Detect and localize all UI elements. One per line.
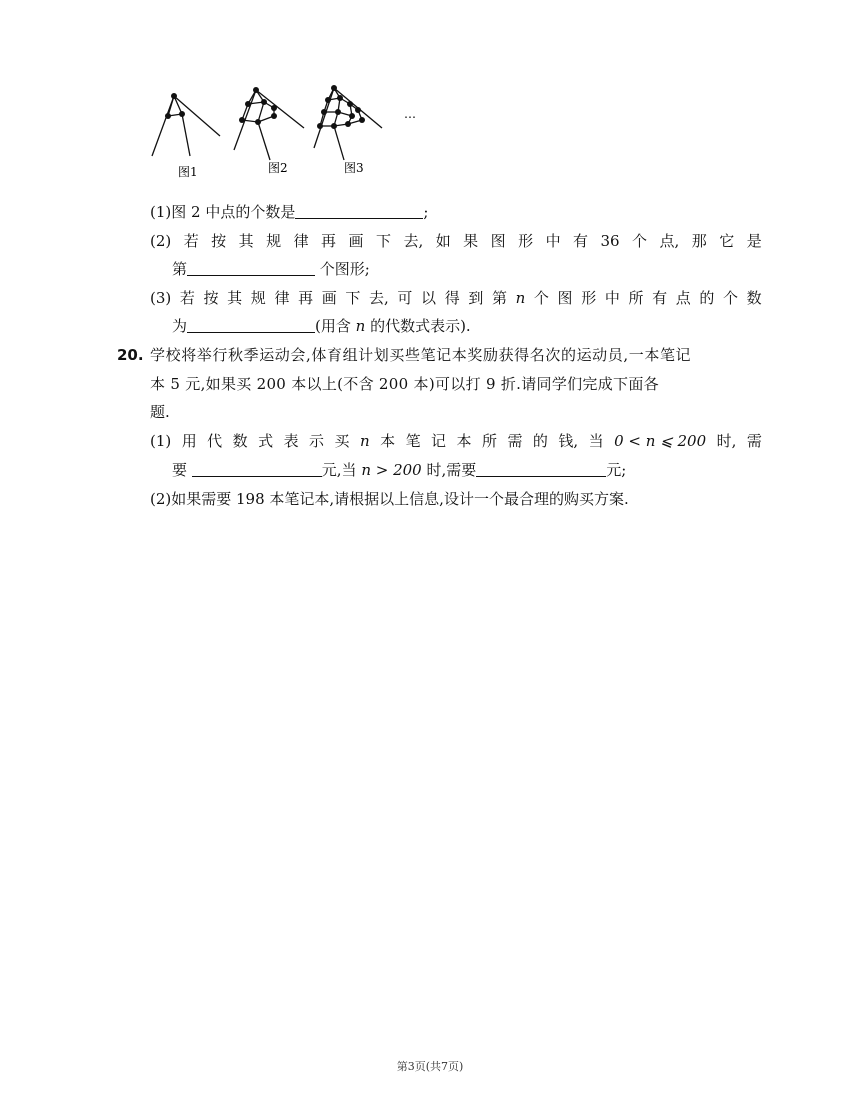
token: 表 [283,432,299,450]
token: 所 [481,432,497,450]
token: 数 [232,432,248,450]
token: 到 [468,289,484,307]
q19-part1: (1)图 2 中点的个数是 ; [150,203,429,221]
token: 得 [444,289,460,307]
token: 所 [628,289,644,307]
token: 其 [238,232,254,250]
token: 当 [588,432,604,450]
token: 图 [557,289,573,307]
token: 中 [604,289,620,307]
token: 若 [183,232,199,250]
q19-part2-blank[interactable] [187,259,315,276]
q20-number: 20. [117,346,144,364]
figure-3 [314,85,382,160]
q20-part1-blank-b[interactable] [476,460,606,477]
token: 它 [719,232,735,250]
token: 可 [397,289,413,307]
token: 示 [309,432,325,450]
figure-2 [234,87,304,160]
token: (3) [150,289,172,307]
token: 中 [545,232,561,250]
figure-1 [152,93,220,156]
q19-part3-line1 [150,288,762,308]
token: 点, [659,232,680,250]
token: 下 [345,289,361,307]
token: 图 [490,232,506,250]
token: 再 [321,232,337,250]
token: 买 [334,432,350,450]
token: 个 [533,289,549,307]
q19-part2-line2: 第 个图形; [172,260,370,278]
token: 个 [632,232,648,250]
q19-part3-blank[interactable] [187,316,315,333]
token: 律 [293,232,309,250]
token: 用 [181,432,197,450]
token: 去, [403,232,424,250]
token: 本 [380,432,396,450]
figure-1-caption: 图1 [178,165,198,179]
token: 下 [375,232,391,250]
q20-part1-line2: 要 元,当 n > 200 时,需要 元; [172,461,627,479]
token: 若 [179,289,195,307]
token: 笔 [405,432,421,450]
token: n [515,289,526,307]
token: 如 [435,232,451,250]
token: 代 [207,432,223,450]
token: 规 [266,232,282,250]
token: (1) [150,432,172,450]
pattern-figures [140,78,440,183]
token: 个 [723,289,739,307]
token: 时, [716,432,737,450]
q20-stem-line1: 学校将举行秋季运动会,体育组计划买些笔记本奖励获得名次的运动员,一本笔记 [150,346,692,364]
token: 数 [746,289,762,307]
token: n [359,432,370,450]
token: 画 [348,232,364,250]
q20-part1-blank-a[interactable] [192,460,322,477]
q20-part2: (2)如果需要 198 本笔记本,请根据以上信息,设计一个最合理的购买方案. [150,490,629,508]
token: 去, [369,289,389,307]
q20-stem-line3: 题. [150,403,170,421]
token: 的 [532,432,548,450]
token: 钱, [558,432,579,450]
figure-2-caption: 图2 [268,161,288,175]
token: 是 [746,232,762,250]
token: 有 [573,232,589,250]
token: 画 [321,289,337,307]
token: 果 [463,232,479,250]
token: 有 [652,289,668,307]
token: 其 [227,289,243,307]
q20-stem-line2: 本 5 元,如果买 200 本以上(不含 200 本)可以打 9 折.请同学们完成下面各 [150,375,659,393]
token: 形 [518,232,534,250]
q20-part1-line1 [150,431,762,451]
token: 规 [250,289,266,307]
token: 需 [746,432,762,450]
token: 律 [274,289,290,307]
token: 36 [600,232,620,250]
q19-part1-text: (1)图 2 中点的个数是 [150,203,296,221]
figure-ellipsis: … [404,107,416,121]
q19-part2-line1 [150,231,762,251]
q19-part1-blank[interactable] [295,202,423,219]
token: 的 [699,289,715,307]
token: 第 [491,289,507,307]
q19-part3-line2: 为 (用含 n 的代数式表示). [172,317,471,335]
token: 点 [675,289,691,307]
token: 形 [581,289,597,307]
token: (2) [150,232,172,250]
figure-3-caption: 图3 [344,161,364,175]
token: 需 [507,432,523,450]
token: 那 [691,232,707,250]
token: 0 < n ⩽ 200 [614,432,707,450]
token: 式 [258,432,274,450]
page-footer: 第3页(共7页) [396,1060,464,1073]
token: 以 [421,289,437,307]
token: 按 [211,232,227,250]
token: 按 [203,289,219,307]
token: 本 [456,432,472,450]
token: 再 [298,289,314,307]
token: 记 [431,432,447,450]
